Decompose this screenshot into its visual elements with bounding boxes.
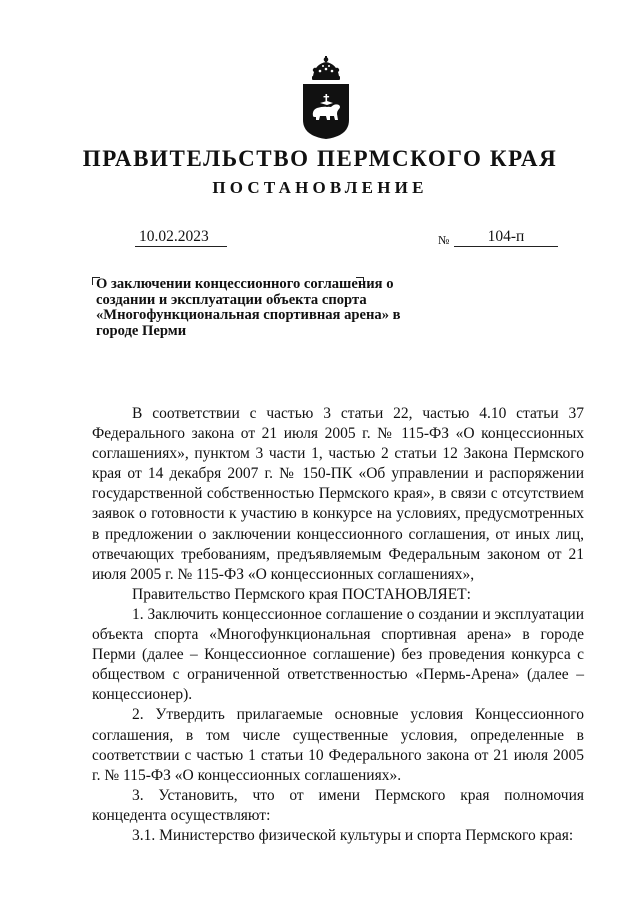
perm-krai-coat-of-arms-icon xyxy=(299,56,353,140)
government-title: ПРАВИТЕЛЬСТВО ПЕРМСКОГО КРАЯ xyxy=(82,146,558,171)
paragraph-item-3-1: 3.1. Министерство физической культуры и спорта Пермского края: xyxy=(132,826,574,844)
document-number: 104-п xyxy=(454,228,558,247)
paragraph-preamble: В соответствии с частью 3 статьи 22, частью 4.10 статьи 37 Федерального закона от 21 июля 2005 г. № 115-ФЗ «О концессионных соглашениях», пунктом 3 части 1, частью 2 статьи 12 Закона Пермского края от 14 декабря 2007 г. № 150-ПК «Об управлении и распоряжении государственной собственностью Пермского края», в связи с отсутствием заявок о готовности к участию в конкурсе на условиях, предусмотренных в предложении о заключении концессионного соглашения, от иных лиц, отвечающих требованиям, предъявляемым Федеральным законом от 21 июля 2005 г. № 115-ФЗ «О концессионных соглашениях», xyxy=(92,405,584,583)
document-date: 10.02.2023 xyxy=(135,228,227,247)
document-subject: О заключении концессионного соглашения о создании и эксплуатации объекта спорта «Многофункциональная спортивная арена» в городе Перми xyxy=(96,276,401,339)
paragraph-item-1: 1. Заключить концессионное соглашение о создании и эксплуатации объекта спорта «Многофункциональная спортивная арена» в городе Перми (далее – Концессионное соглашение) без проведения конкурса с обществом с ограниченной ответственностью «Пермь-Арена» (далее – концессионер). xyxy=(92,605,584,704)
number-label: № xyxy=(438,233,450,247)
document-body xyxy=(92,404,584,846)
paragraph-resolution: Правительство Пермского края ПОСТАНОВЛЯЕТ: xyxy=(132,585,471,603)
paragraph-item-3: 3. Установить, что от имени Пермского края полномочия концедента осуществляют: xyxy=(92,786,584,824)
paragraph-item-2: 2. Утвердить прилагаемые основные условия Концессионного соглашения, в том числе существенные условия, определенные в соответствии с частью 1 статьи 10 Федерального закона от 21 июля 2005 г. № 115-ФЗ «О концессионных соглашениях». xyxy=(92,706,584,784)
document-type: ПОСТАНОВЛЕНИЕ xyxy=(212,178,428,197)
